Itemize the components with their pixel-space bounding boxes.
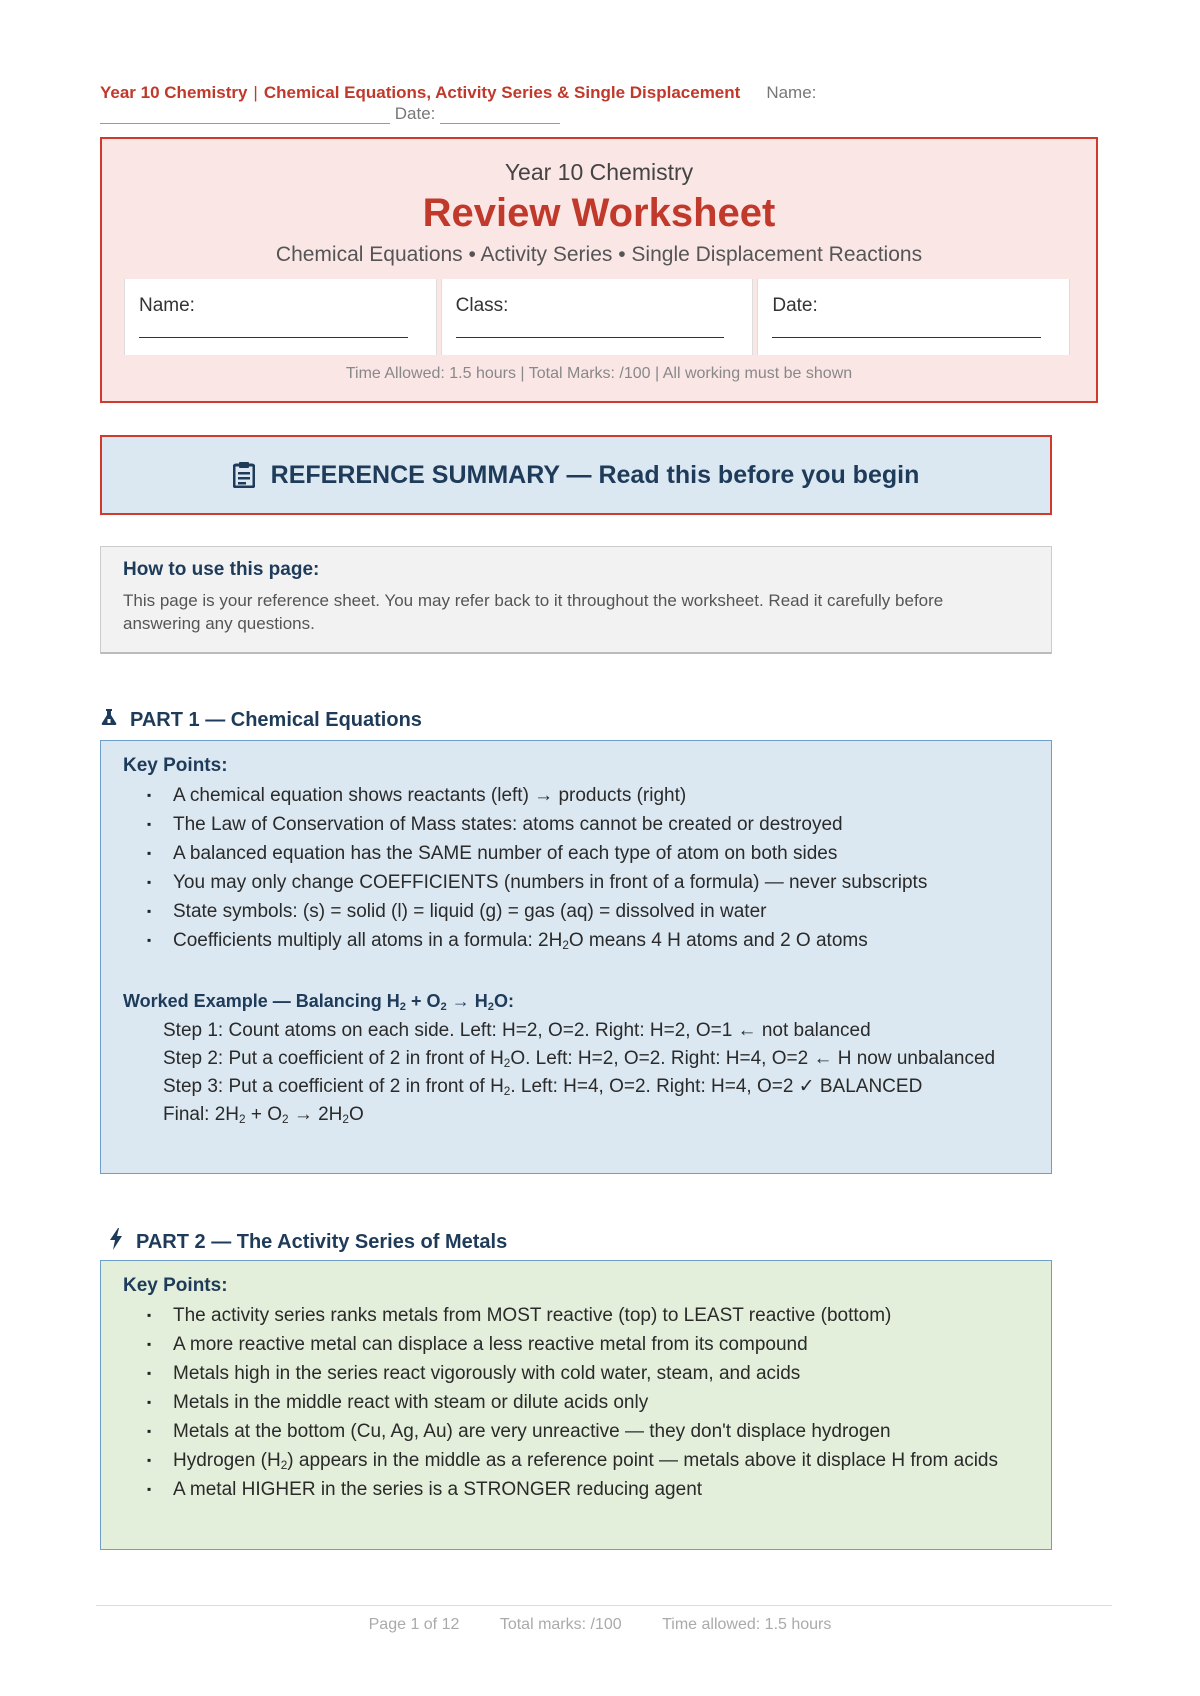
footer-divider <box>96 1605 1112 1606</box>
equation-text: O <box>348 1104 364 1125</box>
running-header <box>100 82 1080 104</box>
page-footer <box>0 1616 1200 1634</box>
header-separator: | <box>253 83 258 102</box>
worked-example-text: + O <box>405 991 441 1011</box>
list-item: ▪ The activity series ranks metals from MOST reactive (top) to LEAST reactive (bottom) <box>123 1304 1011 1327</box>
clipboard-icon <box>233 462 255 488</box>
part1-box <box>100 740 1052 1174</box>
step-text: . Left: H=4, O=2. Right: H=4, O=2 ✓ BALANCED <box>510 1076 923 1097</box>
step-text: Step 2: Put a coefficient of 2 in front of H <box>163 1048 504 1069</box>
equation-text: Final: 2H <box>163 1104 240 1125</box>
flask-icon <box>100 708 118 732</box>
subscript: 2 <box>562 938 569 952</box>
list-item: ▪ Metals high in the series react vigorously with cold water, steam, and acids <box>123 1362 1011 1385</box>
part2-title: PART 2 — The Activity Series of Metals <box>136 1230 508 1253</box>
page-title: Review Worksheet <box>422 191 776 235</box>
footer-page-number: Page 1 of 12 <box>368 1616 460 1633</box>
header-date-underline[interactable] <box>440 107 560 124</box>
step-1: Step 1: Count atoms on each side. Left: H=2, O=2. Right: H=2, O=1 ← not balanced <box>163 1020 871 1041</box>
how-to-box <box>100 546 1052 654</box>
list-item: ▪ The Law of Conservation of Mass states: atoms cannot be created or destroyed <box>123 813 1011 836</box>
list-item <box>123 929 1011 952</box>
header-date-line <box>100 104 560 124</box>
worked-example-text: O: <box>493 991 514 1011</box>
subscript: 2 <box>503 1056 511 1070</box>
class-field-label: Class: <box>455 295 509 316</box>
topic-label: Chemical Equations, Activity Series & Single Displacement <box>263 83 741 102</box>
name-field[interactable] <box>124 279 437 355</box>
student-info-row <box>124 279 1074 355</box>
exam-meta: Time Allowed: 1.5 hours | Total Marks: /100 | All working must be shown <box>345 365 853 382</box>
page-subtitle: Chemical Equations • Activity Series • Single Displacement Reactions <box>275 243 923 266</box>
list-item-text: Coefficients multiply all atoms in a formula: 2H <box>173 930 563 951</box>
title-card <box>100 137 1098 403</box>
header-name-underline[interactable] <box>100 107 390 124</box>
lightning-icon <box>108 1228 124 1256</box>
list-item-text: O means 4 H atoms and 2 O atoms <box>568 930 868 951</box>
step-3 <box>163 1075 1011 1098</box>
reference-banner-text: REFERENCE SUMMARY — Read this before you begin <box>270 460 920 489</box>
list-item-text: Hydrogen (H <box>173 1450 281 1471</box>
worked-example-heading <box>123 991 514 1012</box>
reference-banner <box>100 435 1052 515</box>
part1-key-points-list <box>123 784 1011 958</box>
header-name-label: Name: <box>766 83 817 102</box>
part2-key-points-label: Key Points: <box>123 1275 228 1296</box>
step-text: O. Left: H=2, O=2. Right: H=4, O=2 ← H now unbalanced <box>510 1048 996 1069</box>
list-item: ▪ A metal HIGHER in the series is a STRONGER reducing agent <box>123 1478 1011 1501</box>
step-2 <box>163 1047 1011 1070</box>
part2-box <box>100 1260 1052 1550</box>
header-date-label: Date: <box>394 104 436 123</box>
year-heading: Year 10 Chemistry <box>504 159 694 185</box>
part1-heading <box>100 708 422 732</box>
worked-example-text: → H <box>446 991 488 1011</box>
subscript: 2 <box>280 1458 288 1472</box>
subscript: 2 <box>342 1112 349 1126</box>
part2-key-points-list <box>123 1304 1011 1507</box>
name-field-line[interactable] <box>139 337 408 338</box>
name-field-label: Name: <box>139 295 195 316</box>
list-item <box>123 1449 1011 1472</box>
step-text: Step 3: Put a coefficient of 2 in front of H <box>163 1076 504 1097</box>
part1-title: PART 1 — Chemical Equations <box>130 708 422 731</box>
list-item: ▪ Metals in the middle react with steam or dilute acids only <box>123 1391 1011 1414</box>
list-item: ▪ A more reactive metal can displace a less reactive metal from its compound <box>123 1333 1011 1356</box>
equation-text: → 2H <box>288 1104 343 1125</box>
equation-text: + O <box>245 1104 283 1125</box>
part2-heading <box>108 1228 507 1256</box>
subscript: 2 <box>399 1000 406 1013</box>
list-item: ▪ Metals at the bottom (Cu, Ag, Au) are very unreactive — they don't displace hydrogen <box>123 1420 1011 1443</box>
course-label: Year 10 Chemistry <box>100 83 248 102</box>
subscript: 2 <box>239 1112 246 1126</box>
class-field-line[interactable] <box>456 337 725 338</box>
list-item: ▪ You may only change COEFFICIENTS (numbers in front of a formula) — never subscripts <box>123 871 1011 894</box>
worked-example-text: Worked Example — Balancing H <box>123 991 400 1011</box>
final-equation <box>163 1103 1011 1126</box>
footer-time-allowed: Time allowed: 1.5 hours <box>662 1616 832 1633</box>
how-to-heading: How to use this page: <box>123 559 320 580</box>
how-to-body: This page is your reference sheet. You may refer back to it throughout the worksheet. Read it carefully before answering any questions. <box>123 591 944 633</box>
class-field[interactable] <box>441 279 754 355</box>
worked-example-steps <box>163 1019 1011 1131</box>
subscript: 2 <box>440 1000 447 1013</box>
list-item-text: ) appears in the middle as a reference point — metals above it displace H from acids <box>287 1450 999 1471</box>
list-item: ▪ A chemical equation shows reactants (left) → products (right) <box>123 784 1011 807</box>
subscript: 2 <box>282 1112 289 1126</box>
date-field[interactable] <box>757 279 1070 355</box>
date-field-line[interactable] <box>772 337 1041 338</box>
list-item: ▪ A balanced equation has the SAME number of each type of atom on both sides <box>123 842 1011 865</box>
subscript: 2 <box>487 1000 494 1013</box>
footer-total-marks: Total marks: /100 <box>499 1616 622 1633</box>
list-item: ▪ State symbols: (s) = solid (l) = liquid (g) = gas (aq) = dissolved in water <box>123 900 1011 923</box>
subscript: 2 <box>503 1084 511 1098</box>
part1-key-points-label: Key Points: <box>123 755 228 776</box>
date-field-label: Date: <box>772 295 818 316</box>
